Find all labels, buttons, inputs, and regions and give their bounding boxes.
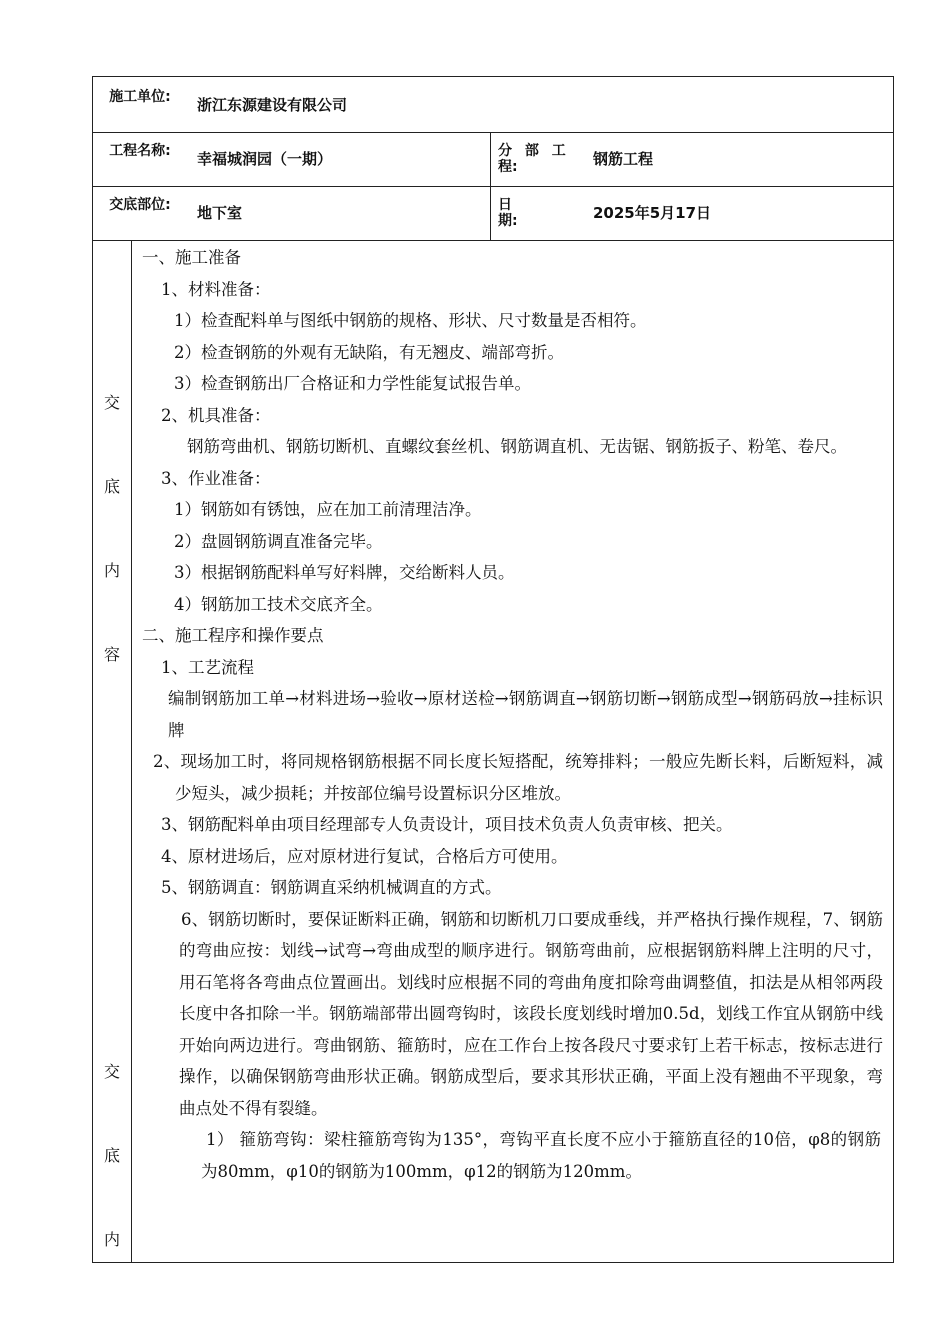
side-label-char: 交: [103, 393, 120, 412]
paragraph: 编制钢筋加工单→材料进场→验收→原材送检→钢筋调直→钢筋切断→钢筋成型→钢筋码放→挂标识牌: [168, 689, 883, 740]
paragraph: 5、钢筋调直：钢筋调直采纳机械调直的方式。: [161, 878, 502, 897]
row-divider: [93, 132, 893, 133]
column-divider: [490, 132, 491, 240]
paragraph: 3、钢筋配料单由项目经理部专人负责设计，项目技术负责人负责审核、把关。: [161, 815, 733, 834]
list-item: 3）根据钢筋配料单写好料牌，交给断料人员。: [174, 563, 515, 582]
paragraph: 6、钢筋切断时，要保证断料正确，钢筋和切断机刀口要成垂线，并严格执行操作规程，7、钢筋的弯曲应按：划线→试弯→弯曲成型的顺序进行。钢筋弯曲前，应根据钢筋料牌上注明的尺寸，用石笔将各弯曲点位置画出。划线时应根据不同的弯曲角度扣除弯曲调整值，扣法是从相邻两段长度中各扣除一半。钢筋端部带出圆弯钩时，该段长度划线时增加0.5d，划线工作宜从钢筋中线开始向两边进行。弯曲钢筋、箍筋时，应在工作台上按各段尺寸要求钉上若干标志，按标志进行操作，以确保钢筋弯曲形状正确。钢筋成型后，要求其形状正确，平面上没有翘曲不平现象，弯曲点处不得有裂缝。: [179, 909, 883, 1118]
side-label-char: 内: [103, 561, 120, 580]
paragraph: 2、现场加工时，将同规格钢筋根据不同长度长短搭配，统筹排料；一般应先断长料，后断短料，减少短头，减少损耗；并按部位编号设置标识分区堆放。: [153, 752, 883, 803]
subsection-heading: 2、机具准备：: [161, 405, 271, 425]
disclosure-content: [132, 242, 887, 1187]
paragraph: 4、原材进场后，应对原材进行复试，合格后方可使用。: [161, 846, 568, 866]
unit-value: 浙江东源建设有限公司: [197, 96, 348, 114]
side-label-char: 交: [103, 1062, 120, 1081]
row-divider: [93, 186, 893, 187]
disclosure-form-table: [92, 76, 894, 1263]
list-item: 4）钢筋加工技术交底齐全。: [174, 594, 383, 614]
side-label-char: 底: [103, 1146, 120, 1165]
unit-label: 施工单位:: [109, 89, 171, 105]
list-item: 1）检查配料单与图纸中钢筋的规格、形状、尺寸数量是否相符。: [174, 311, 647, 330]
row-divider: [93, 240, 893, 241]
section-heading: 一、施工准备: [142, 248, 241, 267]
list-item: 2）检查钢筋的外观有无缺陷，有无翘皮、端部弯折。: [174, 342, 564, 362]
subsection-label: 分 部 工程:: [498, 143, 566, 175]
subsection-value: 钢筋工程: [593, 150, 654, 168]
subsection-heading: 1、材料准备：: [161, 279, 271, 299]
subsection-heading: 3、作业准备：: [161, 468, 271, 488]
paragraph: 钢筋弯曲机、钢筋切断机、直螺纹套丝机、钢筋调直机、无齿锯、钢筋扳子、粉笔、卷尺。: [187, 437, 847, 456]
location-value: 地下室: [197, 204, 243, 222]
list-item: 3）检查钢筋出厂合格证和力学性能复试报告单。: [174, 374, 531, 393]
date-value: 2025年5月17日: [593, 204, 712, 222]
list-item: 1） 箍筋弯钩：梁柱箍筋弯钩为135°，弯钩平直长度不应小于箍筋直径的10倍，φ8的钢筋为80mm，φ10的钢筋为100mm，φ12的钢筋为120mm。: [201, 1130, 881, 1181]
section-heading: 二、施工程序和操作要点: [142, 626, 324, 645]
project-value: 幸福城润园（一期）: [197, 150, 333, 168]
side-label-char: 容: [103, 645, 120, 664]
side-label-char: 内: [103, 1230, 120, 1249]
date-label: 日期:: [498, 197, 518, 229]
location-label: 交底部位:: [109, 197, 171, 213]
project-label: 工程名称:: [109, 143, 171, 159]
list-item: 1）钢筋如有锈蚀，应在加工前清理洁净。: [174, 500, 482, 519]
list-item: 2）盘圆钢筋调直准备完毕。: [174, 531, 383, 551]
subsection-heading: 1、工艺流程: [161, 657, 254, 677]
side-label-char: 底: [103, 477, 120, 496]
